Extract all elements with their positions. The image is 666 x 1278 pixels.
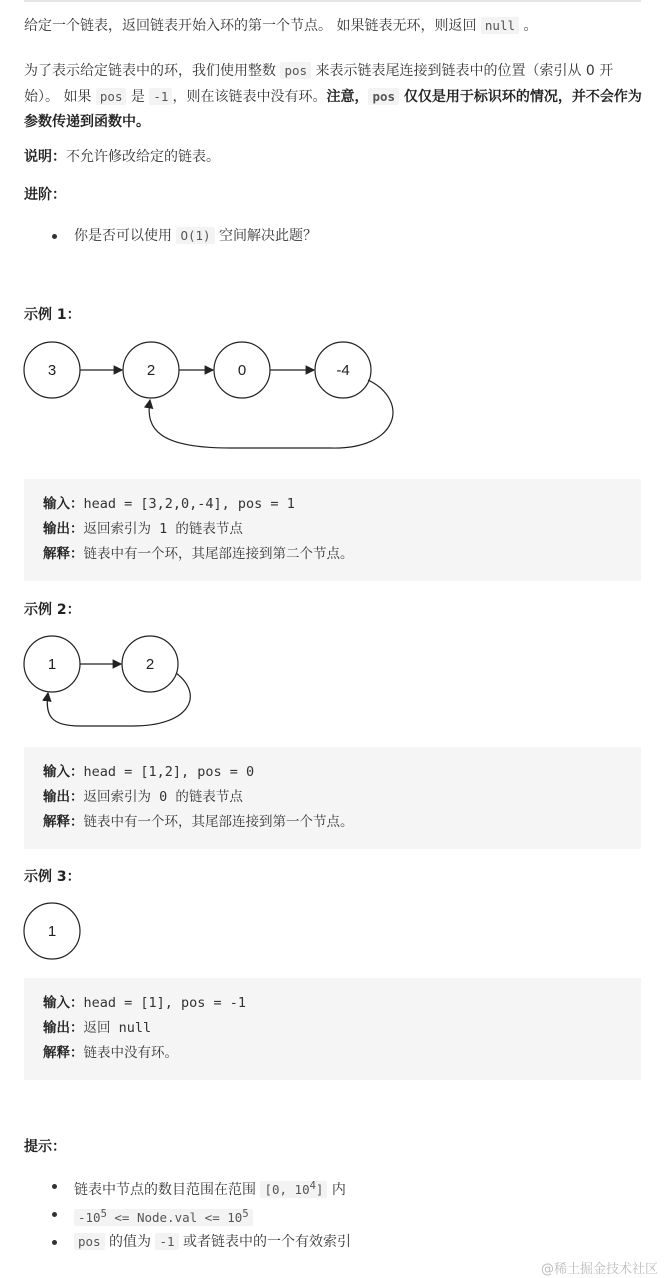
hints-list (50, 1174, 351, 1254)
svg-text:-4: -4 (336, 362, 350, 379)
watermark: @稀土掘金技术社区 (540, 1262, 658, 1277)
intro-paragraph: 给定一个链表，返回链表开始入环的第一个节点。 如果链表无环，则返回 null 。 (24, 18, 538, 34)
advanced-list (50, 224, 317, 248)
example-1-code: 输入：head = [3,2,0,-4], pos = 1 输出：返回索引为 1 的链表节点 解释：链表中有一个环，其尾部连接到第二个节点。 (24, 479, 641, 581)
svg-text:1: 1 (47, 923, 57, 940)
advanced-heading: 进阶： (24, 187, 66, 203)
cycle-arrow (149, 380, 393, 448)
example-2-diagram (0, 625, 220, 735)
svg-text:1: 1 (47, 656, 57, 673)
example-2-title: 示例 2： (24, 602, 81, 618)
list-item: $-10^5$ <= Node.val <= $10^5$ (50, 1202, 351, 1230)
list-item: 链表中节点的数目范围在范围 [0, $10^4$] 内 (50, 1174, 351, 1202)
example-3-title: 示例 3： (24, 869, 81, 885)
example-3-code: 输入：head = [1], pos = -1 输出：返回 null 解释：链表中没有环。 (24, 978, 641, 1080)
example-3-diagram (0, 900, 100, 964)
svg-text:3: 3 (47, 362, 57, 379)
list-item: 你是否可以使用 O(1) 空间解决此题？ (50, 224, 317, 248)
svg-text:0: 0 (237, 362, 247, 379)
svg-text:2: 2 (146, 362, 156, 379)
note: 说明：不允许修改给定的链表。 (24, 149, 220, 165)
example-1-title: 示例 1： (24, 307, 81, 323)
hints-heading: 提示： (24, 1139, 66, 1155)
example-1-diagram (0, 330, 420, 460)
svg-text:2: 2 (145, 656, 155, 673)
example-2-code: 输入：head = [1,2], pos = 0 输出：返回索引为 0 的链表节点 解释：链表中有一个环，其尾部连接到第一个节点。 (24, 747, 641, 849)
pos-paragraph: 为了表示给定链表中的环，我们使用整数 pos 来表示链表尾连接到链表中的位置（索引从 0 开始）。 如果 pos 是 -1 ，则在该链表中没有环。注意， pos 仅仅是用于标识环的情况，并不会作为参数传递到函数中。 (24, 63, 642, 130)
divider (24, 0, 641, 2)
list-item: pos 的值为 -1 或者链表中的一个有效索引 (50, 1230, 351, 1254)
